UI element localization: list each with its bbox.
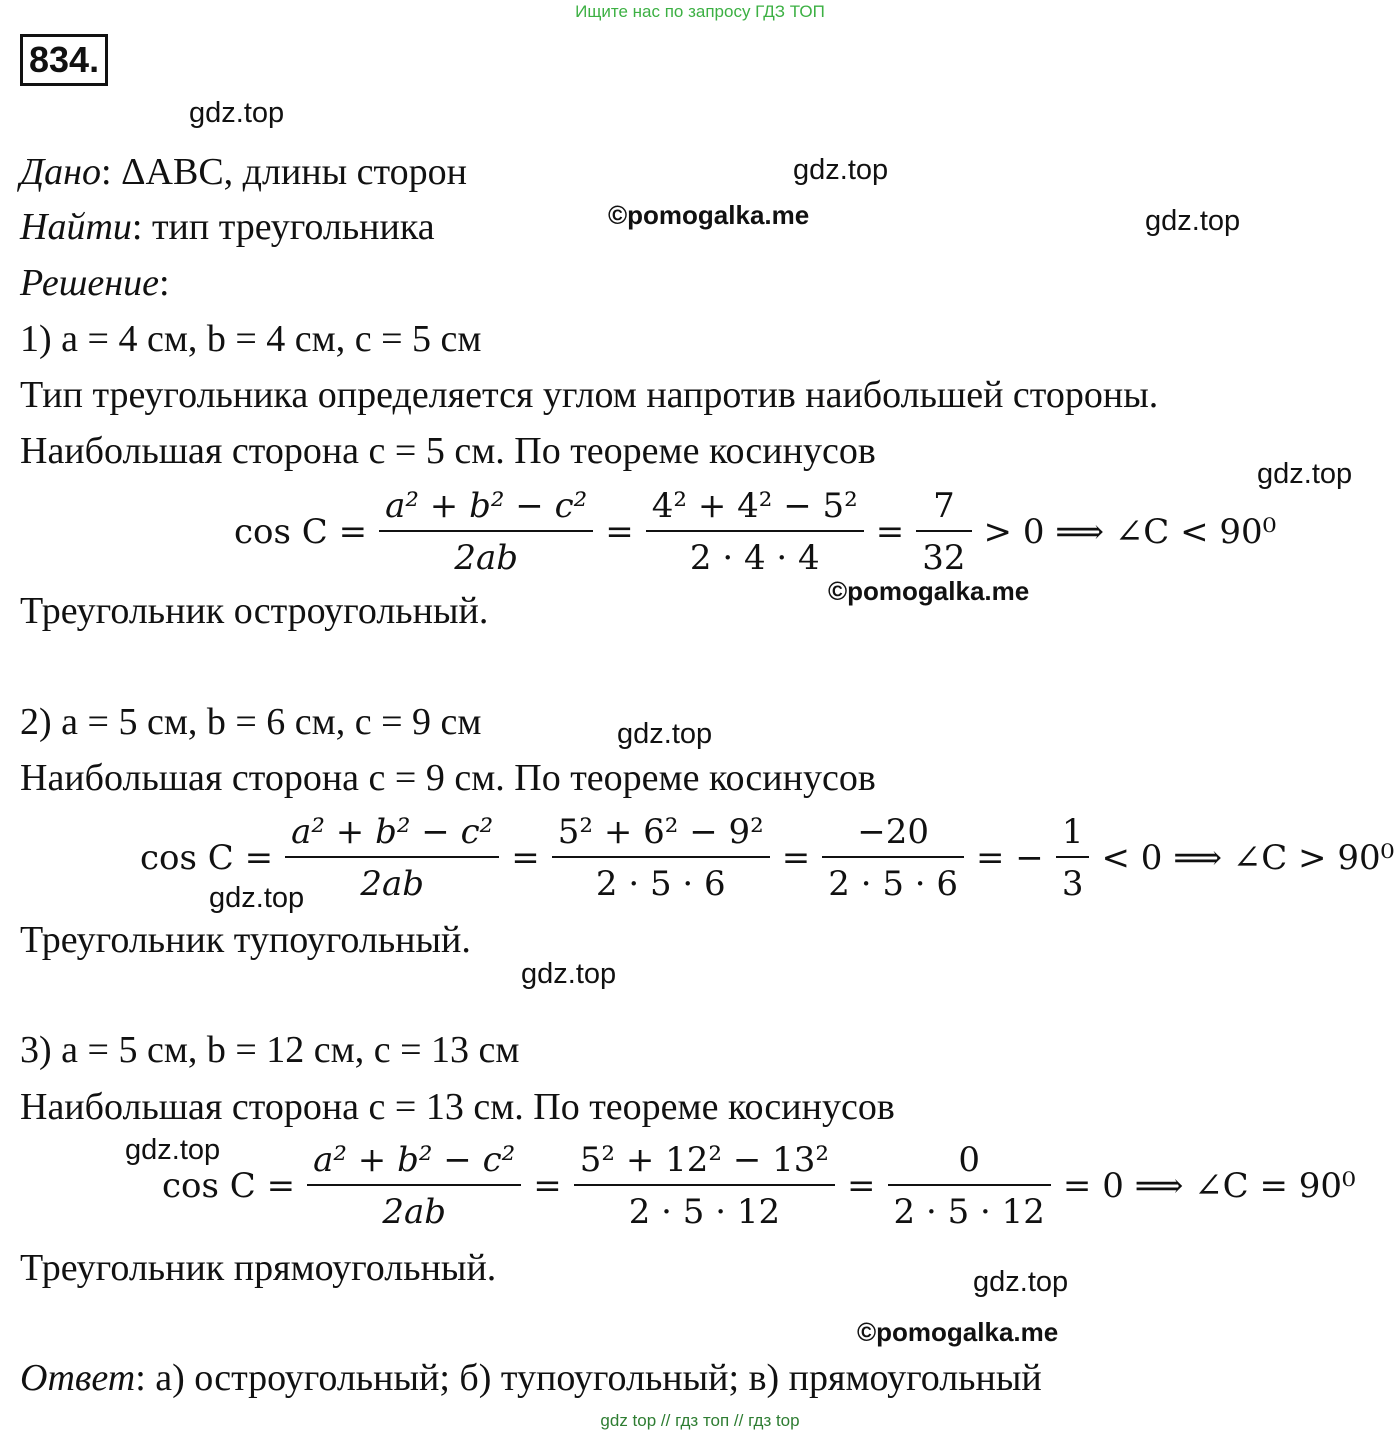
case3-denominator-result: 2 · 5 · 12 <box>893 1192 1045 1232</box>
case2-largest-side: Наибольшая сторона c = 9 см. По теореме косинусов <box>20 757 876 799</box>
case1-formula <box>228 486 1282 578</box>
case1-fraction-result <box>916 486 971 578</box>
case2-fraction-value <box>822 812 964 904</box>
case2-numerator-result: 1 <box>1056 812 1090 858</box>
watermark-pomogalka: ©pomogalka.me <box>828 576 1030 606</box>
case2-conclusion: Треугольник тупоугольный. <box>20 919 471 961</box>
solution-colon: : <box>158 262 170 304</box>
case2-fraction-result <box>1056 812 1090 904</box>
case1-fraction-substituted <box>646 486 864 578</box>
watermark-gdz: gdz.top <box>521 958 617 990</box>
case2-denominator-substituted: 2 · 5 · 6 <box>595 864 726 904</box>
case3-heading: 3) a = 5 см, b = 12 см, c = 13 см <box>20 1029 520 1071</box>
case3-denominator-substituted: 2 · 5 · 12 <box>628 1192 781 1232</box>
find-label: Найти <box>20 206 132 248</box>
problem-number: 834. <box>20 34 108 86</box>
case3-equals-2: = <box>847 1166 876 1206</box>
case1-denominator-result: 32 <box>922 538 966 578</box>
watermark-gdz: gdz.top <box>617 718 713 750</box>
watermark-pomogalka: ©pomogalka.me <box>608 200 810 230</box>
case2-heading: 2) a = 5 см, b = 6 см, c = 9 см <box>20 701 482 743</box>
case2-numerator-value: −20 <box>822 812 964 858</box>
case3-formula <box>156 1140 1362 1232</box>
case2-fraction-general <box>285 812 499 904</box>
case1-denominator-general: 2ab <box>454 538 518 578</box>
case1-heading: 1) a = 4 см, b = 4 см, c = 5 см <box>20 318 482 360</box>
watermark-gdz: gdz.top <box>125 1134 221 1166</box>
case1-equals-2: = <box>875 512 905 552</box>
solution-label: Решение <box>20 262 159 304</box>
watermark-pomogalka: ©pomogalka.me <box>857 1317 1059 1347</box>
case2-denominator-general: 2ab <box>360 864 424 904</box>
case3-numerator-result: 0 <box>888 1140 1051 1186</box>
case2-numerator-substituted: 5² + 6² − 9² <box>552 812 770 858</box>
case3-numerator-substituted: 5² + 12² − 13² <box>574 1140 835 1186</box>
given-line <box>20 150 467 194</box>
watermark-gdz: gdz.top <box>209 882 305 914</box>
case1-largest-side: Наибольшая сторона c = 5 см. По теореме косинусов <box>20 430 876 472</box>
case1-numerator-result: 7 <box>916 486 971 532</box>
bottom-banner: gdz top // гдз топ // гдз top <box>600 1411 800 1430</box>
case3-formula-tail: = 0 ⟹ ∠C = 90⁰ <box>1062 1166 1356 1206</box>
case2-numerator-general: a² + b² − c² <box>285 812 499 858</box>
case3-formula-lhs: cos C = <box>162 1166 296 1206</box>
case1-note: Тип треугольника определяется углом напротив наибольшей стороны. <box>20 374 1159 416</box>
given-text: : ΔABC, длины сторон <box>101 151 467 193</box>
case1-equals-1: = <box>605 512 634 552</box>
case1-formula-tail: > 0 ⟹ ∠C < 90⁰ <box>983 512 1277 552</box>
watermark-gdz: gdz.top <box>189 97 285 129</box>
case2-formula <box>134 812 1400 904</box>
case3-equals-1: = <box>533 1166 562 1206</box>
case1-conclusion: Треугольник остроугольный. <box>20 590 489 632</box>
case2-formula-tail: < 0 ⟹ ∠C > 90⁰ <box>1101 838 1395 878</box>
case3-numerator-general: a² + b² − c² <box>307 1140 521 1186</box>
watermark-gdz: gdz.top <box>793 154 889 186</box>
answer-line <box>20 1356 1042 1400</box>
case2-denominator-value: 2 · 5 · 6 <box>828 864 959 904</box>
watermark-gdz: gdz.top <box>1145 205 1241 237</box>
watermark-gdz: gdz.top <box>1257 458 1353 490</box>
case1-formula-lhs: cos C = <box>234 512 368 552</box>
watermark-gdz: gdz.top <box>973 1266 1069 1298</box>
case3-fraction-substituted <box>574 1140 835 1232</box>
case2-formula-lhs: cos C = <box>140 838 274 878</box>
case3-largest-side: Наибольшая сторона c = 13 см. По теореме косинусов <box>20 1086 895 1128</box>
case3-fraction-general <box>307 1140 521 1232</box>
find-line <box>20 205 435 249</box>
case1-fraction-general <box>379 486 593 578</box>
case3-fraction-result <box>888 1140 1051 1232</box>
case2-fraction-substituted <box>552 812 770 904</box>
case2-equals-3: = − <box>976 838 1044 878</box>
answer-label: Ответ <box>20 1357 136 1399</box>
case1-denominator-substituted: 2 · 4 · 4 <box>689 538 820 578</box>
case2-equals-2: = <box>781 838 811 878</box>
case1-numerator-substituted: 4² + 4² − 5² <box>646 486 864 532</box>
top-banner: Ищите нас по запросу ГДЗ ТОП <box>575 2 825 21</box>
case3-conclusion: Треугольник прямоугольный. <box>20 1247 497 1289</box>
case3-denominator-general: 2ab <box>382 1192 446 1232</box>
case1-numerator-general: a² + b² − c² <box>379 486 593 532</box>
answer-text: : а) остроугольный; б) тупоугольный; в) прямоугольный <box>135 1357 1042 1399</box>
case2-equals-1: = <box>511 838 540 878</box>
given-label: Дано <box>20 151 102 193</box>
case2-denominator-result: 3 <box>1061 864 1084 904</box>
solution-line <box>20 261 170 305</box>
find-text: : тип треугольника <box>131 206 435 248</box>
